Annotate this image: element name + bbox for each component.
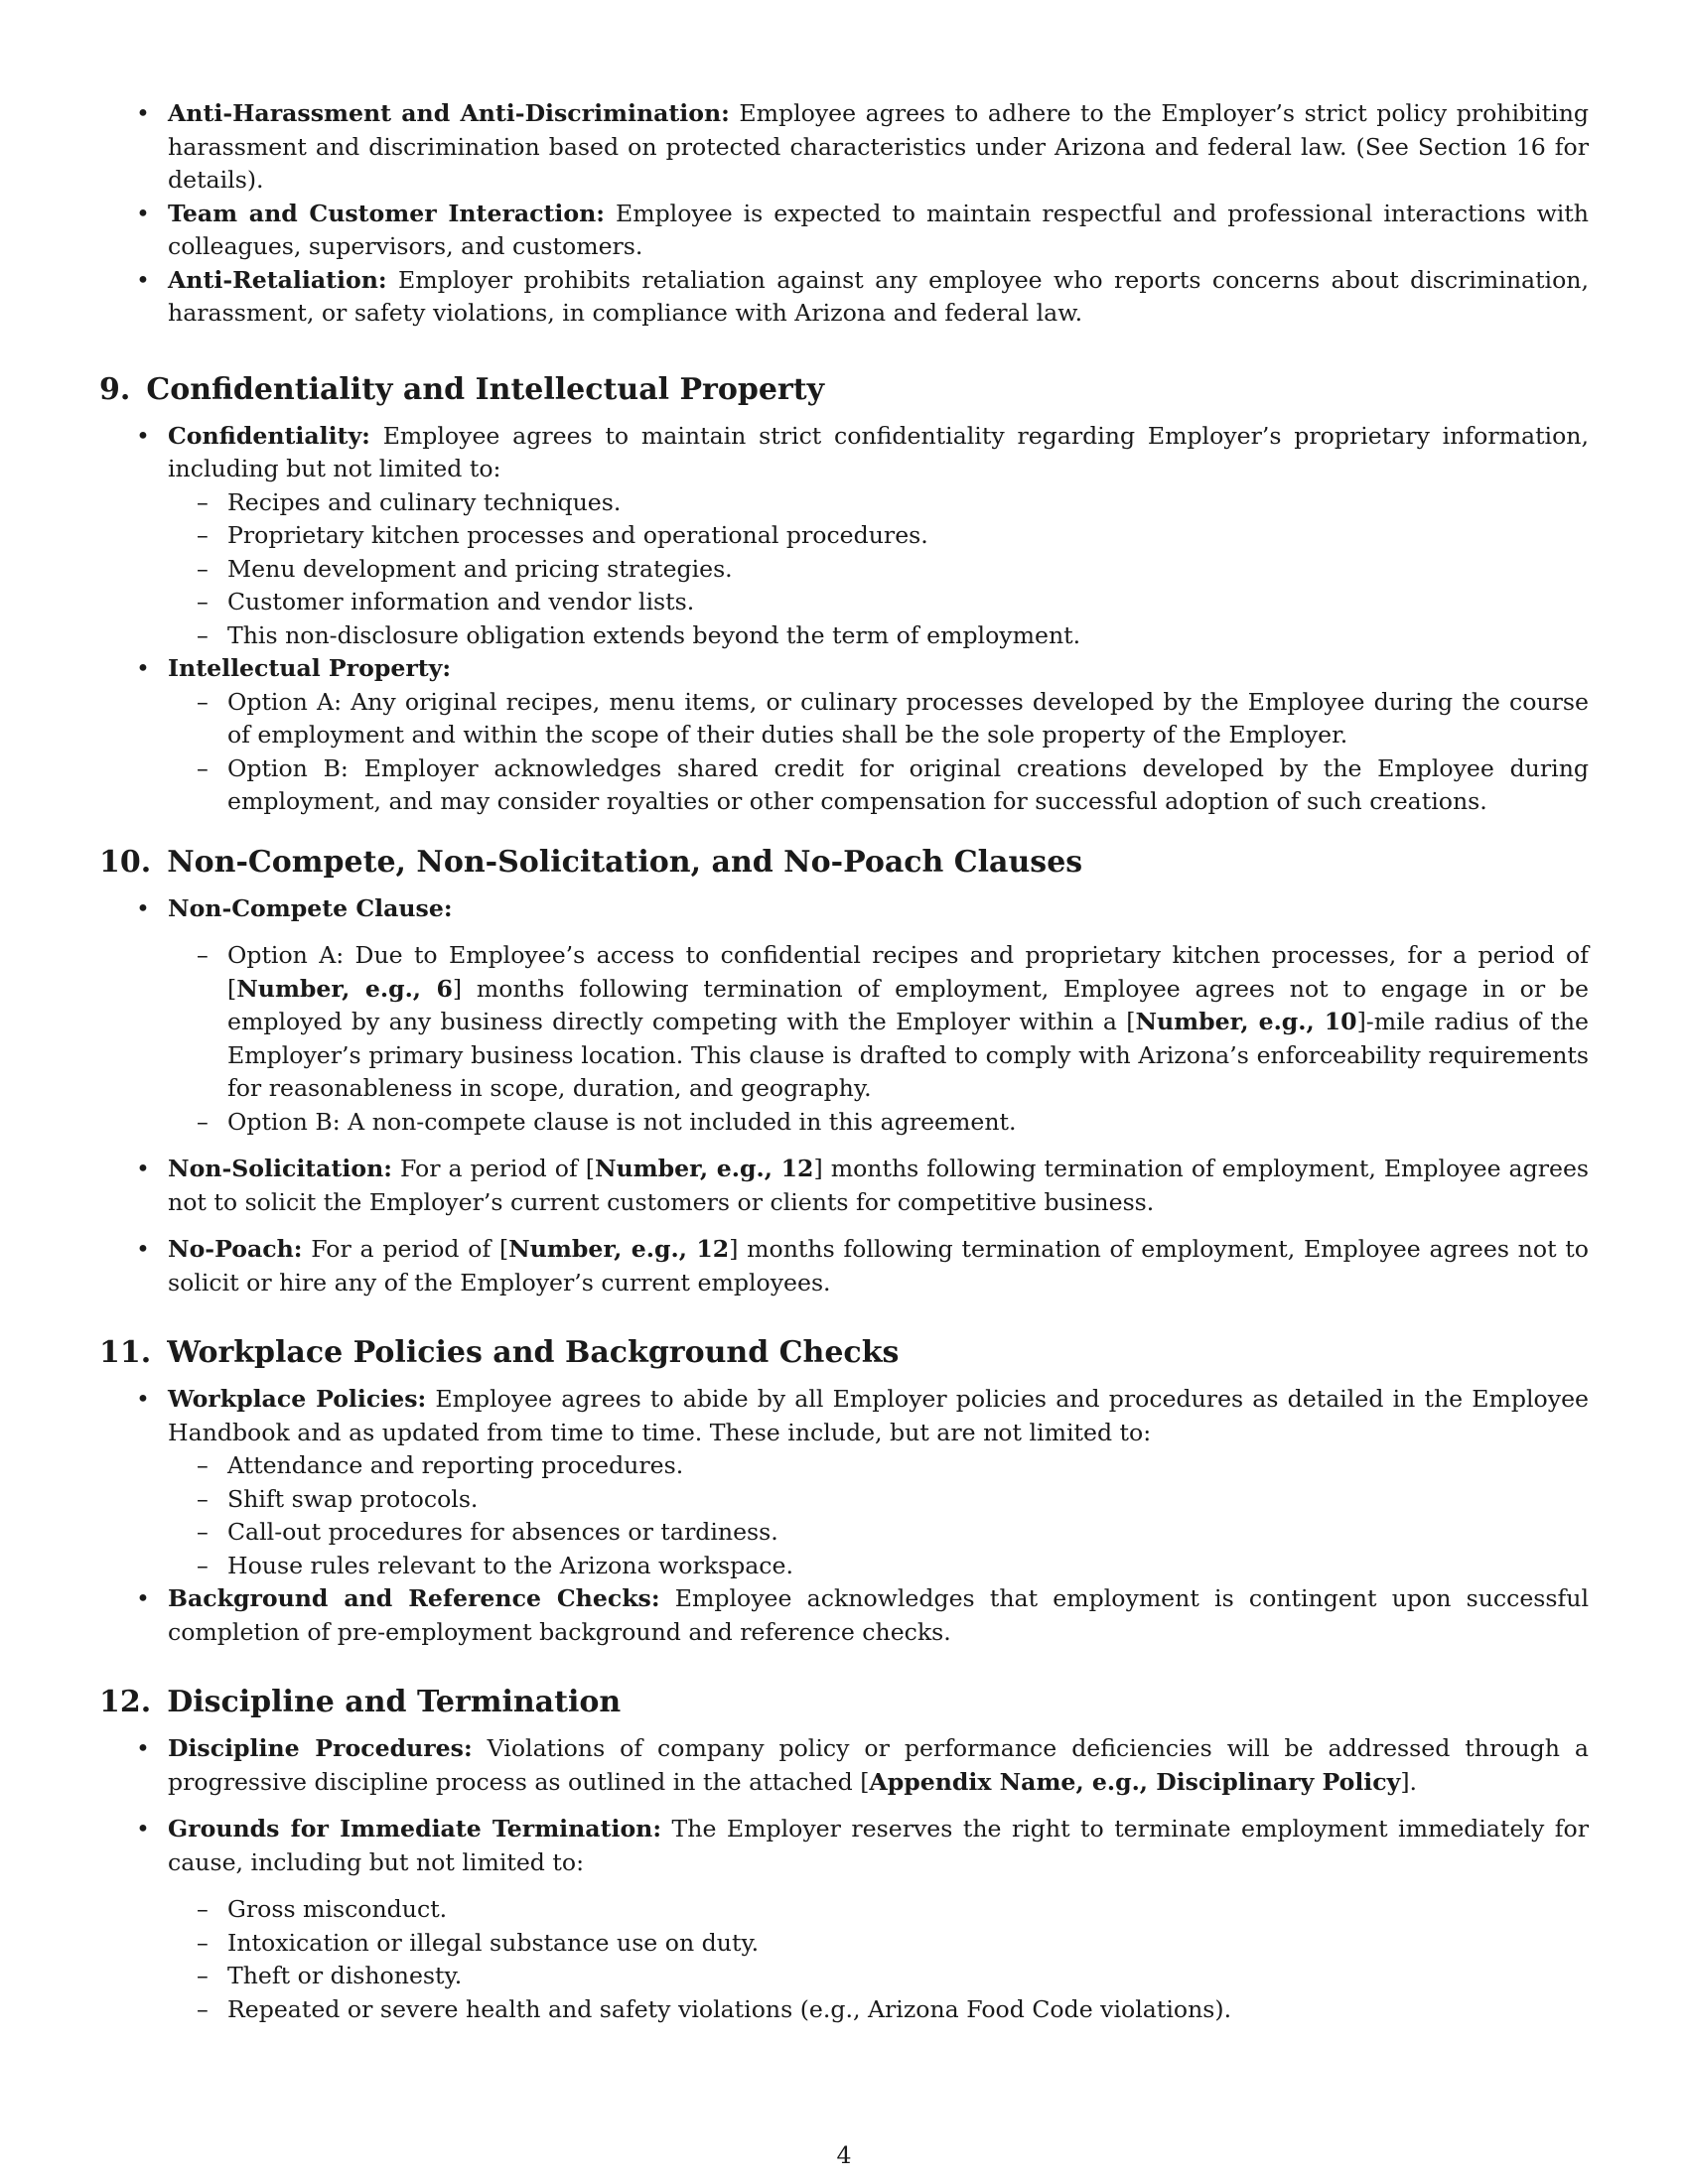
- non-solicitation-item: [99, 1153, 1589, 1219]
- item-label: Team and Customer Interaction:: [168, 199, 605, 227]
- confidentiality-sublist: [99, 486, 1589, 653]
- item-label: Background and Reference Checks:: [168, 1584, 660, 1612]
- item-label: No-Poach:: [168, 1235, 303, 1263]
- item-label: Anti-Harassment and Anti-Discrimination:: [168, 99, 730, 127]
- confidentiality-item: [99, 420, 1589, 486]
- item-label: Workplace Policies:: [168, 1385, 427, 1413]
- section-12-list: [99, 1732, 1589, 1879]
- item-text: Employee agrees to adhere to the Employer’s strict policy prohibiting harassment and discrimination based on protected characteristics under Arizona and federal law. (See Section 16 for details).: [168, 99, 1590, 194]
- item-label: Intellectual Property:: [168, 654, 452, 682]
- termination-grounds-sublist: [99, 1893, 1589, 2026]
- text: Violations of company policy or performance deficiencies will be addressed through a progressive discipline process as outlined in the attached [: [168, 1734, 1589, 1796]
- item-text: Employee acknowledges that employment is contingent upon successful completion of pre-employment background and reference checks.: [168, 1584, 1589, 1646]
- sub-list-item: – Gross misconduct.: [99, 1893, 1589, 1927]
- workplace-policies-item: [99, 1383, 1589, 1449]
- sub-list-item: – Option A: Any original recipes, menu items, or culinary processes developed by the Employee during the course of employment and within the scope of their duties shall be the sole property of the Employer.: [99, 686, 1589, 752]
- text: For a period of [: [399, 1155, 595, 1182]
- no-poach-item: [99, 1233, 1589, 1299]
- sub-list-item: – Attendance and reporting procedures.: [99, 1449, 1589, 1483]
- background-checks-item: [99, 1582, 1589, 1649]
- section-11-list-2: [99, 1582, 1589, 1649]
- text: ] months following termination of employment, Employee agrees not to solicit the Employer’s current customers or clients for competitive business.: [168, 1155, 1590, 1216]
- section-number: 10.: [99, 844, 152, 880]
- item-text: Employee agrees to maintain strict confidentiality regarding Employer’s proprietary information, including but not limited to:: [168, 421, 1590, 482]
- sub-list-item: – This non-disclosure obligation extends beyond the term of employment.: [99, 619, 1589, 653]
- sub-list-item: – Menu development and pricing strategies.: [99, 553, 1589, 587]
- section-number: 9.: [99, 371, 131, 407]
- list-item: [99, 97, 1589, 198]
- section-9-heading: [99, 370, 1589, 410]
- sub-list-item: – Call-out procedures for absences or tardiness.: [99, 1516, 1589, 1550]
- placeholder-value: Number, e.g., 10: [1135, 1008, 1357, 1035]
- placeholder-value: Number, e.g., 12: [508, 1235, 730, 1263]
- text: Option A: Due to Employee’s access to confidential recipes and proprietary kitchen processes, for a period of [: [227, 941, 1589, 1003]
- non-compete-sublist: [99, 939, 1589, 1139]
- page-number: 4: [836, 2141, 852, 2169]
- section-11-list: [99, 1383, 1589, 1449]
- sub-list-item: – Option B: A non-compete clause is not included in this agreement.: [99, 1106, 1589, 1140]
- text: ] months following termination of employment, Employee agrees not to engage in or be employed by any business directly competing with the Employer within a [: [227, 974, 1589, 1035]
- item-label: Anti-Retaliation:: [168, 265, 387, 294]
- section-title: Workplace Policies and Background Checks: [167, 1335, 900, 1370]
- top-bullet-list: [99, 97, 1589, 331]
- item-label: Non-Solicitation:: [168, 1155, 392, 1182]
- item-text: Employer prohibits retaliation against any employee who reports concerns about discrimination, harassment, or safety violations, in compliance with Arizona and federal law.: [168, 265, 1590, 327]
- discipline-procedures-item: [99, 1732, 1589, 1799]
- page-content: [99, 97, 1589, 2040]
- non-compete-item: [99, 892, 1589, 926]
- text: ] months following termination of employment, Employee agrees not to solicit or hire any of the Employer’s current employees.: [168, 1235, 1589, 1297]
- workplace-policies-sublist: [99, 1449, 1589, 1582]
- ip-sublist: [99, 686, 1589, 819]
- section-10-list: [99, 892, 1589, 926]
- section-number: 12.: [99, 1685, 152, 1719]
- list-item: [99, 264, 1589, 331]
- sub-list-item: – Recipes and culinary techniques.: [99, 486, 1589, 520]
- placeholder-value: Number, e.g., 12: [594, 1155, 814, 1182]
- list-item: [99, 198, 1589, 264]
- item-text: Employee is expected to maintain respectful and professional interactions with colleagues, supervisors, and customers.: [168, 199, 1589, 260]
- placeholder-value: Number, e.g., 6: [236, 974, 453, 1003]
- section-number: 11.: [99, 1335, 152, 1370]
- sub-list-item: – Shift swap protocols.: [99, 1483, 1589, 1517]
- section-10-list-2: [99, 1153, 1589, 1299]
- section-title: Non-Compete, Non-Solicitation, and No-Poach Clauses: [167, 844, 1083, 880]
- text: For a period of [: [311, 1235, 509, 1263]
- section-11-heading: [99, 1333, 1589, 1373]
- section-title: Discipline and Termination: [167, 1685, 622, 1719]
- text: ]-mile radius of the Employer’s primary business location. This clause is drafted to comply with Arizona’s enforceability requirements for reasonableness in scope, duration, and geography.: [227, 1008, 1589, 1102]
- sub-list-item: – Repeated or severe health and safety violations (e.g., Arizona Food Code violations).: [99, 1993, 1589, 2027]
- sub-list-item: – Intoxication or illegal substance use on duty.: [99, 1927, 1589, 1961]
- ip-item: [99, 652, 1589, 686]
- immediate-termination-item: [99, 1813, 1589, 1879]
- section-12-heading: [99, 1683, 1589, 1722]
- item-label: Grounds for Immediate Termination:: [168, 1815, 662, 1843]
- text: ].: [1400, 1767, 1418, 1796]
- sub-list-item: – House rules relevant to the Arizona workspace.: [99, 1550, 1589, 1583]
- section-title: Confidentiality and Intellectual Property: [146, 371, 825, 407]
- sub-list-item: – Option B: Employer acknowledges shared credit for original creations developed by the Employee during employment, and may consider royalties or other compensation for successful adoption of such creations.: [99, 752, 1589, 819]
- item-text: Employee agrees to abide by all Employer policies and procedures as detailed in the Employee Handbook and as updated from time to time. These include, but are not limited to:: [168, 1385, 1590, 1446]
- sub-list-item: – Customer information and vendor lists.: [99, 586, 1589, 619]
- placeholder-value: Appendix Name, e.g., Disciplinary Policy: [869, 1767, 1401, 1796]
- sub-list-item: – Proprietary kitchen processes and operational procedures.: [99, 519, 1589, 553]
- item-label: Non-Compete Clause:: [168, 893, 453, 922]
- section-9-list-2: [99, 652, 1589, 686]
- item-label: Discipline Procedures:: [168, 1734, 473, 1762]
- section-10-heading: [99, 843, 1589, 883]
- item-text: The Employer reserves the right to terminate employment immediately for cause, including but not limited to:: [168, 1815, 1590, 1876]
- section-9-list: [99, 420, 1589, 486]
- sub-list-item: [99, 939, 1589, 1106]
- item-label: Confidentiality:: [168, 421, 370, 450]
- sub-list-item: – Theft or dishonesty.: [99, 1960, 1589, 1993]
